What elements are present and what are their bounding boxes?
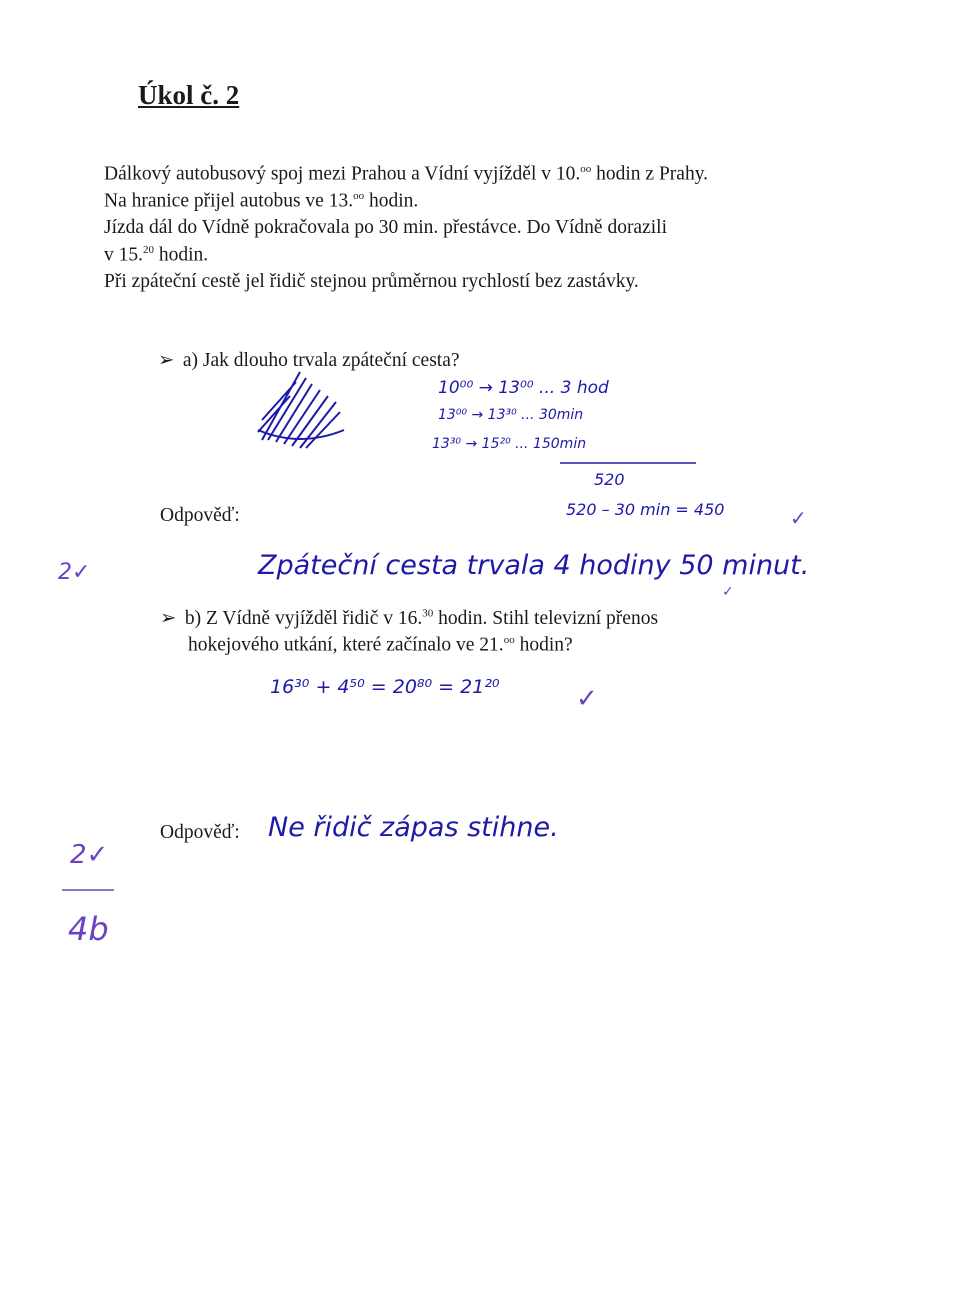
intro-line-5: Při zpáteční cestě jel řidič stejnou průměrnou rychlostí bez zastávky. xyxy=(104,271,639,292)
grade-bottom: 4b xyxy=(68,910,109,948)
work-a-sum: 520 xyxy=(594,470,625,489)
intro-line-2: Na hranice přijel autobus ve 13.$^{oo}$ hodin. xyxy=(104,190,419,212)
work-a-row-2: 13⁰⁰ → 13³⁰ ... 30min xyxy=(438,407,584,423)
check-mark-icon: ✓ xyxy=(576,684,598,714)
answer-b-text: Ne řidič zápas stihne. xyxy=(268,812,559,843)
answer-a-text: Zpáteční cesta trvala 4 hodiny 50 minut. xyxy=(258,550,810,581)
work-a-row-1: 10⁰⁰ → 13⁰⁰ ... 3 hod xyxy=(438,378,609,398)
intro-line-1: Dálkový autobusový spoj mezi Prahou a Vídní vyjížděl v 10.$^{oo}$ hodin z Prahy. xyxy=(104,163,709,185)
answer-b-label: Odpověď: xyxy=(160,822,240,843)
work-b: 16³⁰ + 4⁵⁰ = 20⁸⁰ = 21²⁰ xyxy=(270,676,500,698)
question-a-text: a) Jak dlouho trvala zpáteční cesta? xyxy=(182,350,460,371)
answer-a-label: Odpověď: xyxy=(160,505,240,526)
work-a-calc: 520 – 30 min = 450 xyxy=(566,500,725,519)
check-mark-icon: ✓ xyxy=(722,584,734,600)
question-b-line-2: hokejového utkání, které začínalo ve 21.$^{oo}$ hodin? xyxy=(188,634,573,656)
intro-line-4: v 15.20 hodin. xyxy=(104,244,209,266)
page-title: Úkol č. 2 xyxy=(138,80,240,110)
bullet-arrow-icon: ➢ xyxy=(160,608,177,629)
work-a-row-3: 13³⁰ → 15²⁰ ... 150min xyxy=(432,436,587,452)
intro-line-3: Jízda dál do Vídně pokračovala po 30 min. přestávce. Do Vídně dorazili xyxy=(104,217,667,238)
check-mark-icon: ✓ xyxy=(790,506,807,530)
question-b-line-1: ➢ b) Z Vídně vyjížděl řidič v 16.30 hodin. Stihl televizní přenos xyxy=(160,607,659,629)
bullet-arrow-icon: ➢ xyxy=(158,350,175,371)
grade-top: 2✓ xyxy=(70,840,109,870)
margin-score-a: 2✓ xyxy=(58,560,91,585)
